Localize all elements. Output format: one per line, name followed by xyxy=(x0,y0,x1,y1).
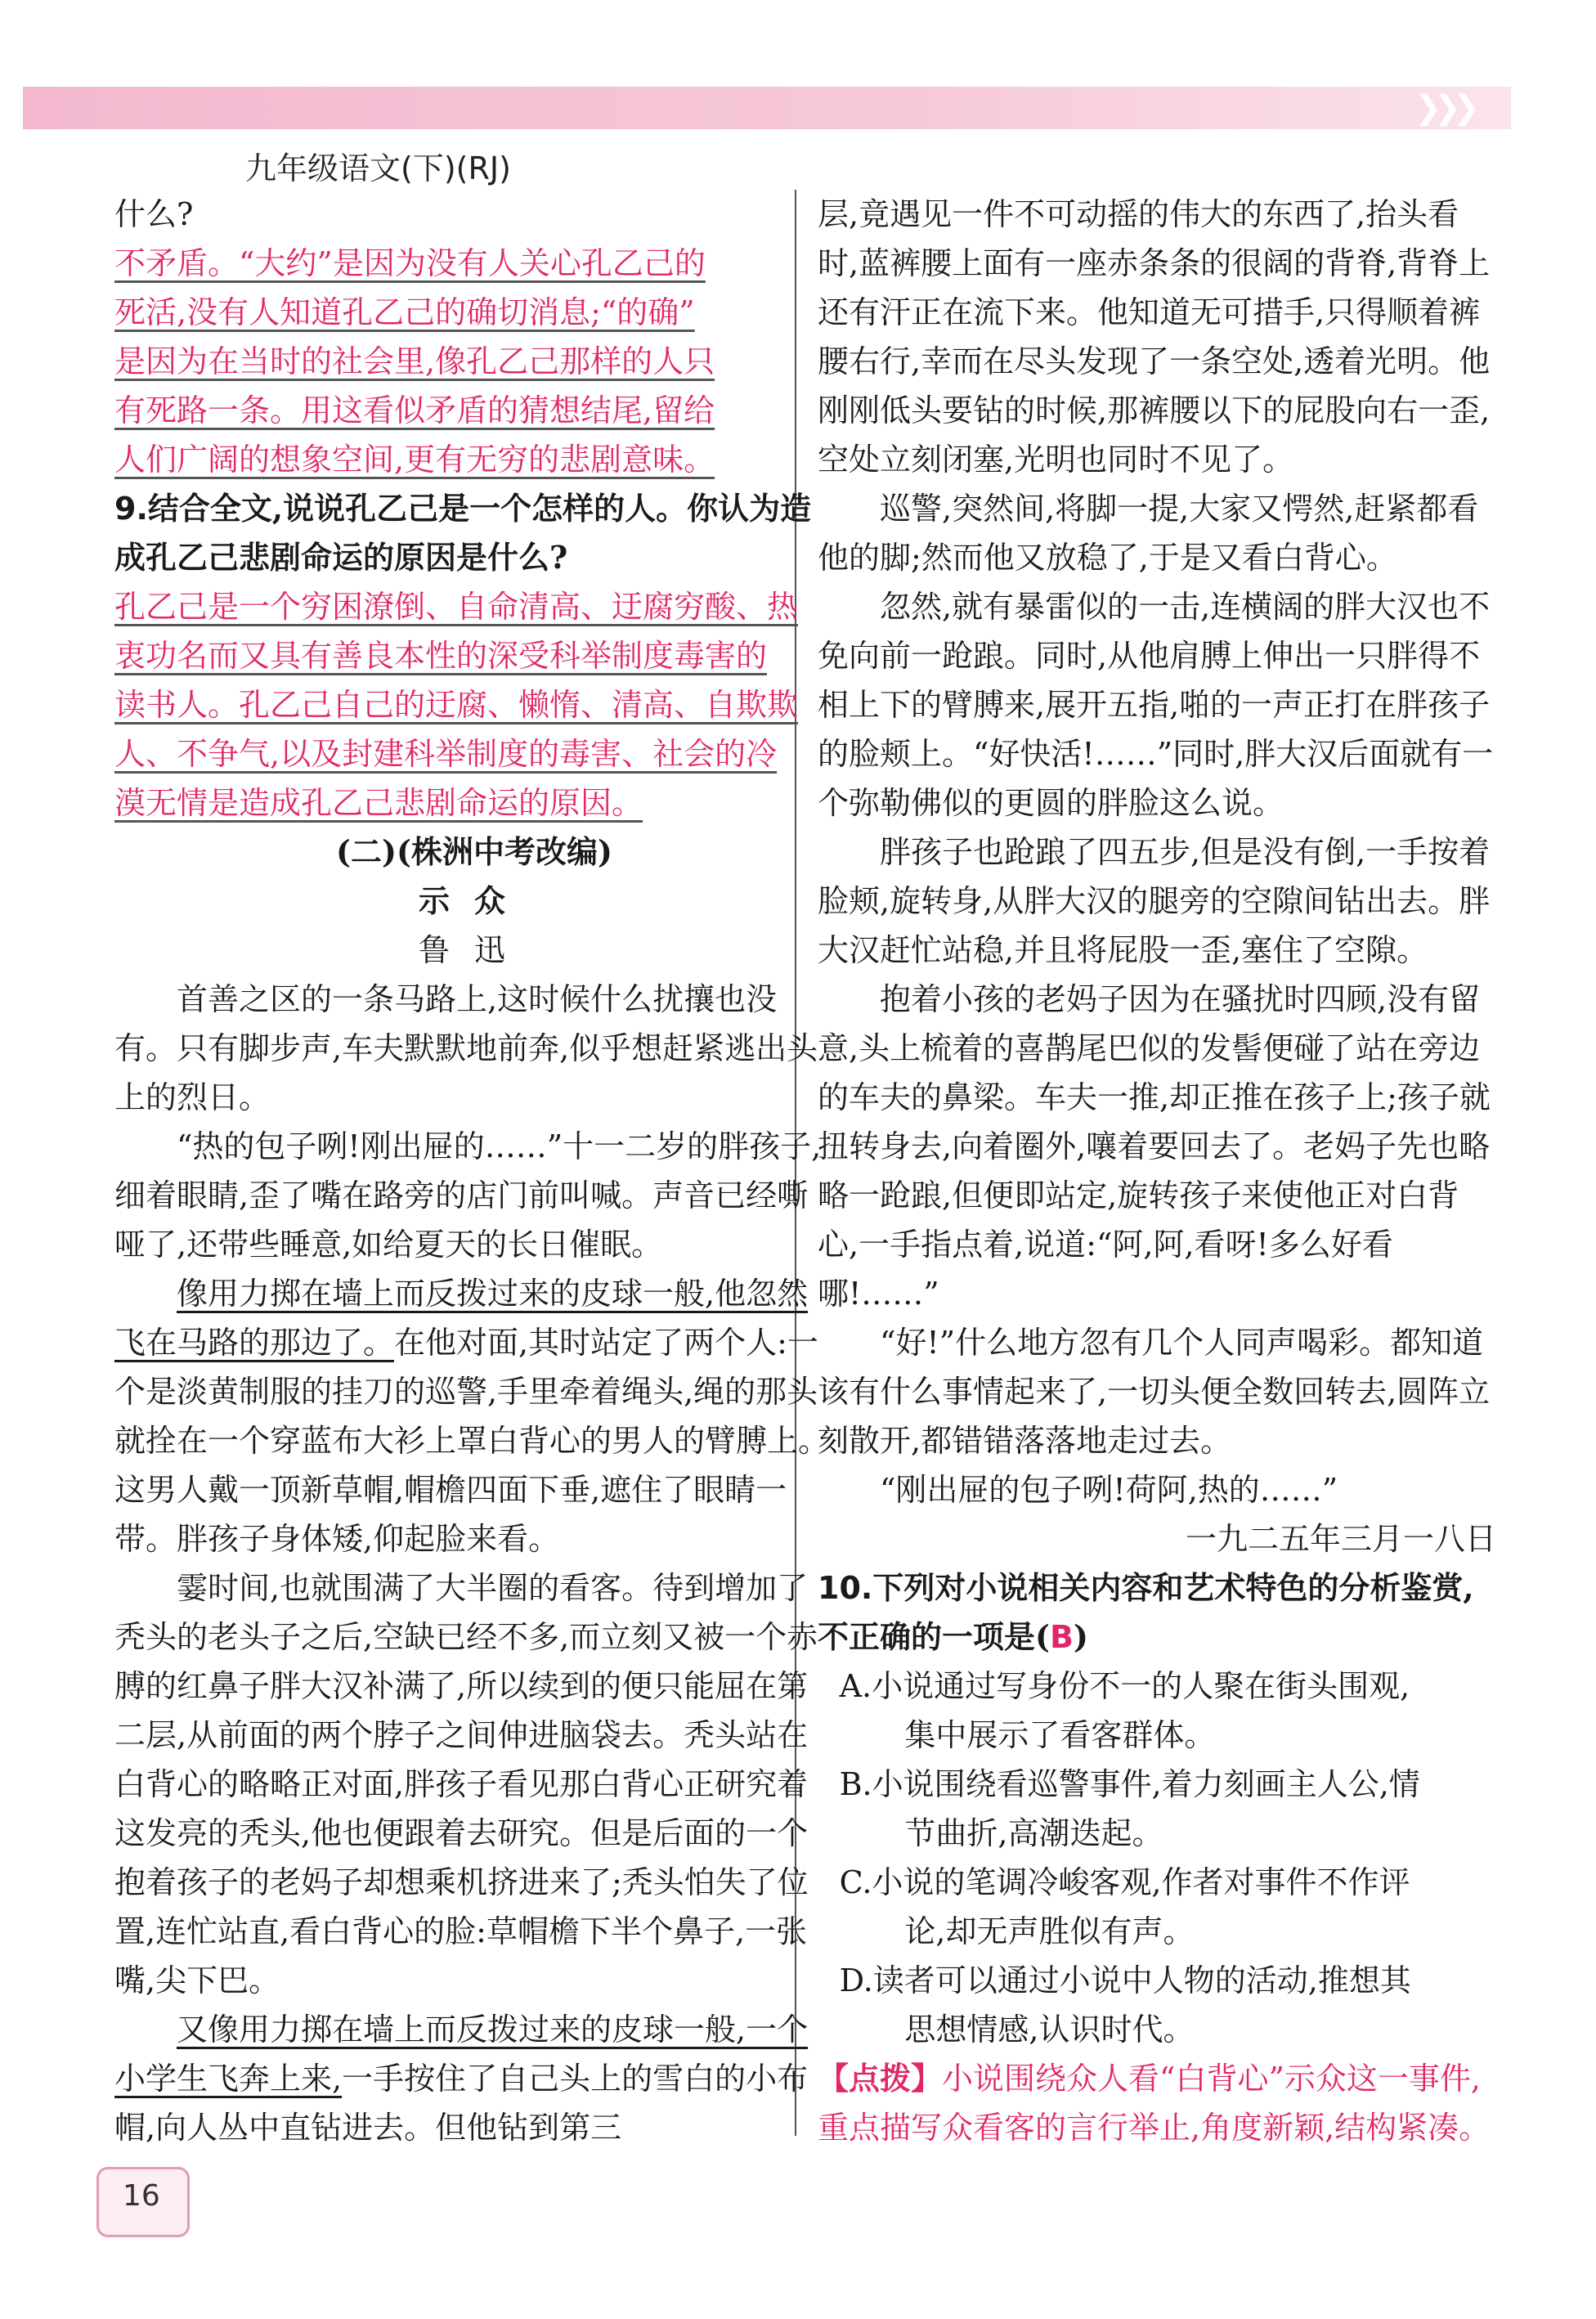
q8-answer-line: 人们广阔的想象空间,更有无穷的悲剧意味。 xyxy=(114,442,715,478)
q8-answer-line: 不矛盾。“大约”是因为没有人关心孔乙己的 xyxy=(114,245,706,281)
header-band xyxy=(23,87,1511,129)
tip xyxy=(818,2054,1496,2152)
q10-number: 10. xyxy=(818,1570,873,1606)
paragraph-text: 一手按住了自己头上的雪白的小布帽,向人丛中直钻进去。但他钻到第三 xyxy=(114,2061,809,2146)
book-title: 九年级语文(下)(RJ) xyxy=(245,150,511,186)
q10-close: ) xyxy=(1073,1618,1088,1655)
q8-tail: 什么? xyxy=(114,196,194,232)
q9-answer-line: 漠无情是造成孔乙己悲剧命运的原因。 xyxy=(114,785,643,821)
option-c: C.小说的笔调冷峻客观,作者对事件不作评 xyxy=(839,1864,1410,1900)
option-a-cont: 集中展示了看客群体。 xyxy=(904,1717,1216,1753)
option-b: B.小说围绕看巡警事件,着力刻画主人公,情 xyxy=(839,1766,1420,1802)
underlined-sentence: 又像用力掷在墙上而反拨过来的皮球一般,一个小学生飞奔上来, xyxy=(114,2012,809,2097)
story-paragraph: 巡警,突然间,将脚一提,大家又愕然,赶紧都看他的脚;然而他又放稳了,于是又看白背心。 xyxy=(818,491,1479,576)
story-paragraph xyxy=(114,2005,834,2152)
underlined-sentence: 像用力掷在墙上而反拨过来的皮球一般,他忽然飞在马路的那边了。 xyxy=(114,1276,809,1361)
option-d-cont: 思想情感,认识时代。 xyxy=(904,2012,1195,2048)
q9-answer-line: 孔乙己是一个穷困潦倒、自命清高、迂腐穷酸、热 xyxy=(114,589,799,625)
story-paragraph: 胖孩子也跄踉了四五步,但是没有倒,一手按着脸颊,旋转身,从胖大汉的腿旁的空隙间钻出去。胖大汉赶忙站稳,并且将屁股一歪,塞住了空隙。 xyxy=(818,834,1491,968)
story-paragraph: 首善之区的一条马路上,这时候什么扰攘也没有。只有脚步声,车夫默默地前奔,似乎想赶紧逃出头上的烈日。 xyxy=(114,981,818,1115)
option-d: D.读者可以通过小说中人物的活动,推想其 xyxy=(839,1962,1411,1998)
q8-answer-line: 是因为在当时的社会里,像孔乙己那样的人只 xyxy=(114,343,715,379)
story-paragraph: “热的包子咧!刚出屉的……”十一二岁的胖孩子,细着眼睛,歪了嘴在路旁的店门前叫喊。声音已经嘶哑了,还带些睡意,如给夏天的长日催眠。 xyxy=(114,1128,822,1263)
q9-answer-line: 人、不争气,以及封建科举制度的毒害、社会的冷 xyxy=(114,736,778,772)
story-paragraph: 层,竟遇见一件不可动摇的伟大的东西了,抬头看时,蓝裤腰上面有一座赤条条的很阔的背脊,背脊上还有汗正在流下来。他知道无可措手,只得顺着裤腰右行,幸而在尽头发现了一条空处,透着光明。他刚刚低头要钻的时候,那裤腰以下的屁股向右一歪,空处立刻闭塞,光明也同时不见了。 xyxy=(818,196,1491,478)
story-date: 一九二五年三月一八日 xyxy=(1185,1521,1496,1557)
story-author: 鲁迅 xyxy=(418,932,530,968)
story-paragraph xyxy=(114,1269,834,1563)
left-column xyxy=(114,190,834,2152)
section-heading: (二)(株洲中考改编) xyxy=(336,833,612,870)
option-a: A.小说通过写身份不一的人聚在街头围观, xyxy=(839,1668,1410,1704)
option-b-cont: 节曲折,高潮迭起。 xyxy=(904,1815,1163,1851)
right-column xyxy=(818,190,1496,2152)
story-paragraph: 忽然,就有暴雷似的一击,连横阔的胖大汉也不免向前一跄踉。同时,从他肩膊上伸出一只胖得不相上下的臂膊来,展开五指,啪的一声正打在胖孩子的脸颊上。“好快活!……”同时,胖大汉后面就有一个弥勒佛似的更圆的胖脸这么说。 xyxy=(818,589,1494,821)
story-paragraph: 抱着小孩的老妈子因为在骚扰时四顾,没有留意,头上梳着的喜鹊尾巴似的发髻便碰了站在旁边的车夫的鼻梁。车夫一推,却正推在孩子上;孩子就扭转身去,向着圈外,嚷着要回去了。老妈子先也略略一跄踉,但便即站定,旋转孩子来使他正对白背心,一手指点着,说道:“阿,阿,看呀!多么好看哪!……” xyxy=(818,981,1491,1312)
q8-answer-line: 死活,没有人知道孔乙己的确切消息;“的确” xyxy=(114,294,695,330)
page-number: 16 xyxy=(123,2179,160,2213)
q9-number: 9. xyxy=(114,491,148,527)
story-paragraph: 霎时间,也就围满了大半圈的看客。待到增加了秃头的老头子之后,空缺已经不多,而立刻又被一个赤膊的红鼻子胖大汉补满了,所以续到的便只能屈在第二层,从前面的两个脖子之间伸进脑袋去。秃头站在白背心的略略正对面,胖孩子看见那白背心正研究着这发亮的秃头,他也便跟着去研究。但是后面的一个抱着孩子的老妈子却想乘机挤进来了;秃头怕失了位置,连忙站直,看白背心的脸:草帽檐下半个鼻子,一张嘴,尖下巴。 xyxy=(114,1570,818,1998)
q8-answer-line: 有死路一条。用这看似矛盾的猜想结尾,留给 xyxy=(114,392,715,428)
question-9 xyxy=(114,484,834,582)
chevron-right-icon: ❯❯❯ xyxy=(1414,89,1473,127)
q10-answer: B xyxy=(1049,1619,1074,1655)
story-title: 示众 xyxy=(418,882,530,919)
story-paragraph: “刚出屉的包子咧!荷阿,热的……” xyxy=(880,1472,1338,1508)
tip-text: 小说围绕众人看“白背心”示众这一事件,重点描写众看客的言行举止,角度新颖,结构紧凑。 xyxy=(818,2061,1491,2146)
q9-text: 结合全文,说说孔乙己是一个怎样的人。你认为造成孔乙己悲剧命运的原因是什么? xyxy=(114,490,812,576)
q9-answer-line: 读书人。孔乙己自己的迂腐、懒惰、清高、自欺欺 xyxy=(114,687,799,723)
question-10 xyxy=(818,1563,1496,1662)
q10-text: 下列对小说相关内容和艺术特色的分析鉴赏,不正确的一项是( xyxy=(818,1569,1474,1655)
story-paragraph: “好!”什么地方忽有几个人同声喝彩。都知道该有什么事情起来了,一切头便全数回转去,圆阵立刻散开,都错错落落地走过去。 xyxy=(818,1325,1491,1459)
tip-label: 【点拨】 xyxy=(818,2060,943,2097)
q9-answer-line: 衷功名而又具有善良本性的深受科举制度毒害的 xyxy=(114,638,768,674)
paragraph-text: 在他对面,其时站定了两个人:一个是淡黄制服的挂刀的巡警,手里牵着绳头,绳的那头就拴在一个穿蓝布大衫上罩白背心的男人的臂膊上。这男人戴一顶新草帽,帽檐四面下垂,遮住了眼睛一带。胖孩子身体矮,仰起脸来看。 xyxy=(114,1325,830,1557)
option-c-cont: 论,却无声胜似有声。 xyxy=(904,1913,1195,1949)
